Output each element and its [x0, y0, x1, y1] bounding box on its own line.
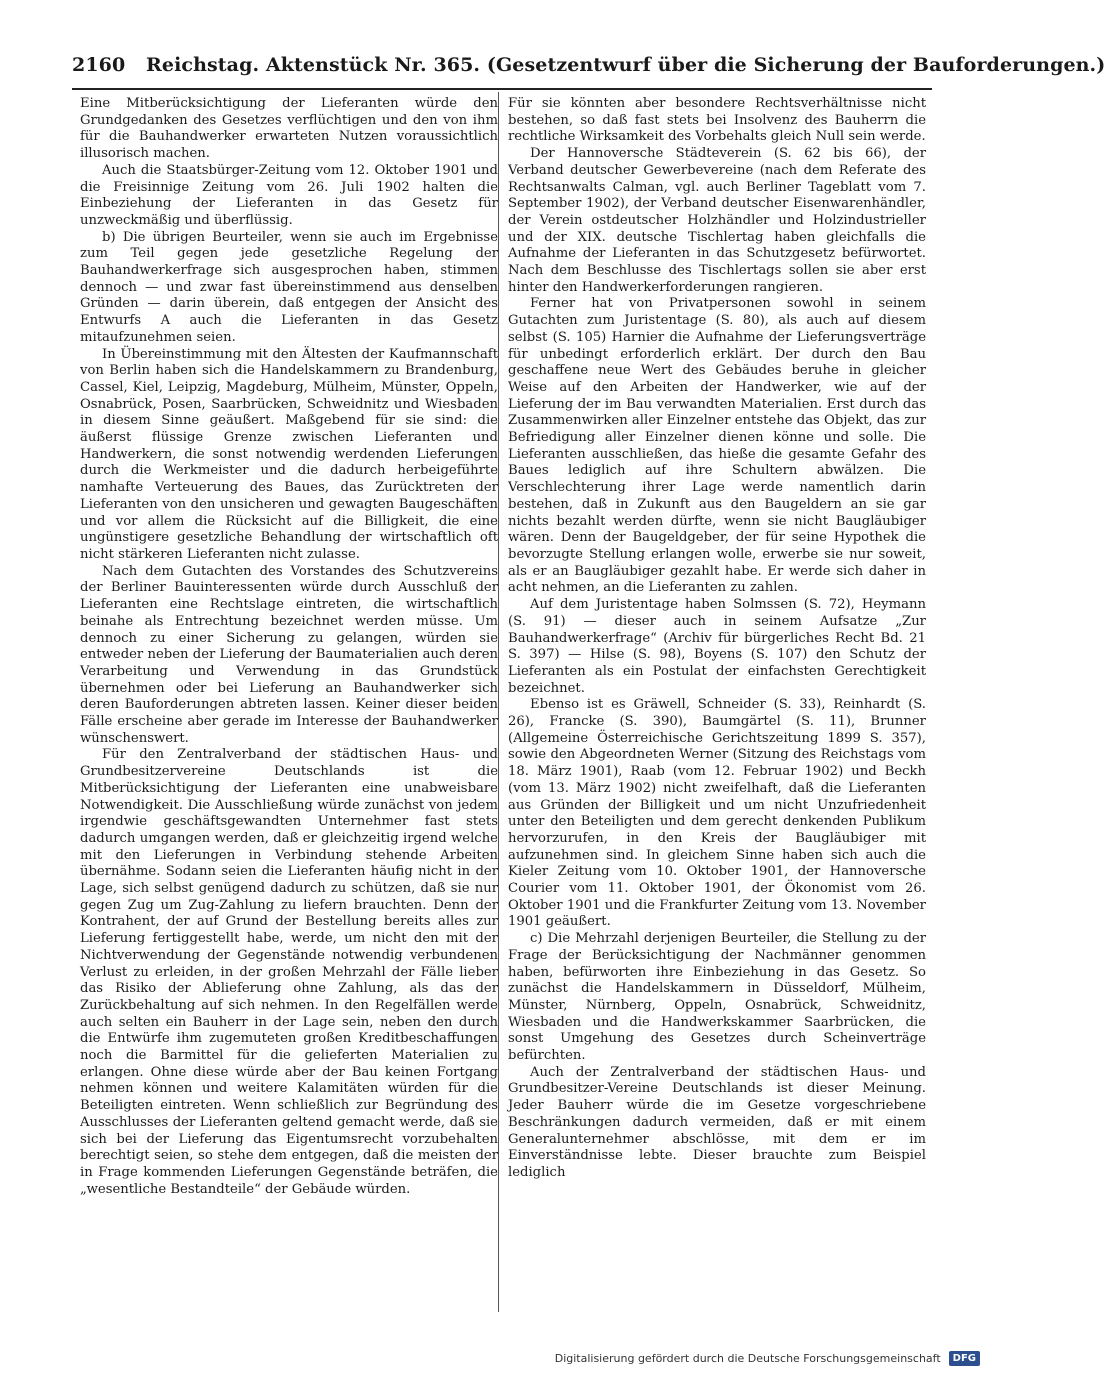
paragraph: In Übereinstimmung mit den Ältesten der Kaufmannschaft von Berlin haben sich die Handelskammern zu Brandenburg, Cassel, Kiel, Leipzig, Magdeburg, Mülheim, Münster, Oppeln, Osnabrück, Posen, Saarbrücken, Schweidnitz und Wiesbaden in diesem Sinne geäußert. Maßgebend für sie sind: die äußerst flüssige Grenze zwischen Lieferanten und Handwerkern, die sonst notwendig werdenden Lieferungen durch die Werkmeister und die dadurch herbeigeführte namhafte Verteuerung des Baues, das Zurücktreten der Lieferanten von den unsicheren und gewagten Baugeschäften und vor allem die Rücksicht auf die Billigkeit, die eine ungünstigere gesetzliche Behandlung der wirtschaftlich oft nicht stärkeren Lieferanten nicht zulasse. — [80, 346, 498, 562]
paragraph: Auf dem Juristentage haben Solmssen (S. 72), Heymann (S. 91) — dieser auch in seinem Aufsatze „Zur Bauhandwerkerfrage“ (Archiv für bürgerliches Recht Bd. 21 S. 397) — Hilse (S. 98), Boyens (S. 107) den Schutz der Lieferanten als ein Postulat der einfachsten Gerechtigkeit bezeichnet. — [508, 597, 926, 696]
paragraph: Für sie könnten aber besondere Rechtsverhältnisse nicht bestehen, so daß fast stets bei Insolvenz des Bauherrn die rechtliche Wirksamkeit des Vorbehalts gleich Null sein werde. — [508, 96, 926, 145]
paragraph: Auch die Staatsbürger-Zeitung vom 12. Oktober 1901 und die Freisinnige Zeitung vom 26. Juli 1902 halten die Einbeziehung der Lieferanten in das Gesetz für unzweckmäßig und überflüssig. — [80, 162, 498, 228]
page-number: 2160 — [72, 54, 126, 76]
paragraph: Der Hannoversche Städteverein (S. 62 bis 66), der Verband deutscher Gewerbevereine (nach dem Referate des Rechtsanwalts Calman, vgl. auch Berliner Tageblatt vom 7. September 1902), der Verband deutscher Eisenwarenhändler, der Verein ostdeutscher Holzhändler und Holzindustrieller und der XIX. deutsche Tischlertag haben gleichfalls die Aufnahme der Lieferanten in das Schutzgesetz befürwortet. Nach dem Beschlusse des Tischlertags sollen sie aber erst hinter den Handwerkerforderungen rangieren. — [508, 146, 926, 295]
paragraph: b) Die übrigen Beurteiler, wenn sie auch im Ergebnisse zum Teil gegen jede gesetzliche Regelung der Bauhandwerkerfrage sich ausgesprochen haben, stimmen dennoch — und zwar fast übereinstimmend aus denselben Gründen — darin überein, daß entgegen der Ansicht des Entwurfs A auch die Lieferanten in das Gesetz mitaufzunehmen seien. — [80, 229, 498, 345]
footer-credit: Digitalisierung gefördert durch die Deutsche Forschungsgemeinschaft — [554, 1352, 941, 1365]
paragraph: Eine Mitberücksichtigung der Lieferanten würde den Grundgedanken des Gesetzes verflüchtigen und den von ihm für die Bauhandwerker erwarteten Nutzen voraussichtlich illusorisch machen. — [80, 96, 498, 162]
left-column — [80, 96, 498, 1198]
column-divider — [498, 92, 499, 1312]
paragraph: Ebenso ist es Gräwell, Schneider (S. 33), Reinhardt (S. 26), Francke (S. 390), Baumgärtel (S. 11), Brunner (Allgemeine Österreichische Gerichtszeitung 1899 S. 357), sowie den Abgeordneten Werner (Sitzung des Reichstags vom 18. März 1901), Raab (vom 12. Februar 1902) und Beckh (vom 13. März 1902) nicht zweifelhaft, daß die Lieferanten aus Gründen der Billigkeit und um nicht Unzufriedenheit unter den Beteiligten und dem gerecht denkenden Publikum hervorzurufen, in den Kreis der Baugläubiger mit aufzunehmen sind. In gleichem Sinne haben sich auch die Kieler Zeitung vom 10. Oktober 1901, der Hannoversche Courier vom 11. Oktober 1901, der Ökonomist vom 26. Oktober 1901 und die Frankfurter Zeitung vom 13. November 1901 geäußert. — [508, 697, 926, 930]
page-header — [72, 54, 1105, 84]
paragraph: Nach dem Gutachten des Vorstandes des Schutzvereins der Berliner Bauinteressenten würde durch Ausschluß der Lieferanten eine Rechtslage eintreten, die wirtschaftlich beinahe als Entrechtung bezeichnet werden müsse. Um dennoch zu einer Sicherung zu gelangen, würden sie entweder neben der Lieferung der Baumaterialien auch deren Verarbeitung und Verwendung in das Grundstück übernehmen oder bei Lieferung an Bauhandwerker sich deren Bauforderungen abtreten lassen. Keiner dieser beiden Fälle erscheine aber gerade im Interesse der Bauhandwerker wünschenswert. — [80, 563, 498, 746]
paragraph: Auch der Zentralverband der städtischen Haus- und Grundbesitzer-Vereine Deutschlands ist dieser Meinung. Jeder Bauherr würde die im Gesetze vorgeschriebene Beschränkungen dadurch vermeiden, daß er mit einem Generalunternehmer abschlösse, mit dem er im Einverständnisse lebte. Dieser brauchte zum Beispiel lediglich — [508, 1064, 926, 1180]
running-title: Reichstag. Aktenstück Nr. 365. (Gesetzentwurf über die Sicherung der Bauforderungen.) — [146, 54, 1105, 76]
dfg-logo: DFG — [949, 1351, 980, 1366]
paragraph: Ferner hat von Privatpersonen sowohl in seinem Gutachten zum Juristentage (S. 80), als auch auf diesem selbst (S. 105) Harnier die Aufnahme der Lieferungsverträge für unbedingt erforderlich erklärt. Der durch den Bau geschaffene neue Wert des Gebäudes beruhe in gleicher Weise auf den Arbeiten der Handwerker, wie auf der Lieferung der im Bau verwandten Materialien. Erst durch das Zusammenwirken aller Einzelner entstehe das Objekt, das zur Befriedigung aller Einzelner dienen könne und solle. Die Lieferanten ausschließen, das hieße die gesamte Gefahr des Baues lediglich auf ihre Schultern abwälzen. Die Verschlechterung ihrer Lage werde namentlich darin bestehen, daß in Zukunft aus den Baugeldern an sie gar nichts bezahlt werden dürfte, wenn sie nicht Baugläubiger wären. Denn der Baugeldgeber, der für seine Hypothek die bevorzugte Stellung erlangen wolle, erwerbe sie nur soweit, als er an Baugläubiger gezahlt habe. Er werde sich daher in acht nehmen, an die Lieferanten zu zahlen. — [508, 296, 926, 596]
header-rule — [72, 88, 932, 90]
paragraph: Für den Zentralverband der städtischen Haus- und Grundbesitzervereine Deutschlands ist die Mitberücksichtigung der Lieferanten eine unabweisbare Notwendigkeit. Die Ausschließung würde zunächst von jedem irgendwie geschäftsgewandten Unternehmer fast stets dadurch umgangen werden, daß er gleichzeitig irgend welche mit den Lieferungen in Verbindung stehende Arbeiten übernähme. Sodann seien die Lieferanten häufig nicht in der Lage, sich selbst genügend dadurch zu schützen, daß sie nur gegen Zug um Zug-Zahlung zu liefern brauchten. Denn der Kontrahent, der auf Grund der Bestellung bereits alles zur Lieferung fertiggestellt habe, werde, um nicht den mit der Nichtverwendung der Gegenstände notwendig verbundenen Verlust zu erleiden, in der großen Mehrzahl der Fälle lieber das Risiko der Ablieferung ohne Zahlung, als das der Zurückbehaltung auf sich nehmen. In den Regelfällen werde auch selten ein Bauherr in der Lage sein, neben den durch die Entwürfe ihm zugemuteten großen Kreditbeschaffungen noch die Barmittel für die gelieferten Materialien zu erlangen. Ohne diese würde aber der Bau keinen Fortgang nehmen können und weitere Kalamitäten würden für die Beteiligten eintreten. Wenn schließlich zur Begründung des Ausschlusses der Lieferanten geltend gemacht werde, daß sie sich bei der Lieferung das Eigentumsrecht vorzubehalten berechtigt seien, so stehe dem entgegen, daß die meisten der in Frage kommenden Lieferungen Gegenstände beträfen, die „wesentliche Bestandteile“ der Gebäude würden. — [80, 747, 498, 1197]
footer — [555, 1351, 980, 1366]
paragraph: c) Die Mehrzahl derjenigen Beurteiler, die Stellung zu der Frage der Berücksichtigung der Nachmänner genommen haben, befürworten ihre Einbeziehung in das Gesetz. So zunächst die Handelskammern in Düsseldorf, Mülheim, Münster, Nürnberg, Oppeln, Osnabrück, Schweidnitz, Wiesbaden und die Handwerkskammer Saarbrücken, die sonst Umgehung des Gesetzes durch Scheinverträge befürchten. — [508, 931, 926, 1064]
right-column — [508, 96, 926, 1182]
